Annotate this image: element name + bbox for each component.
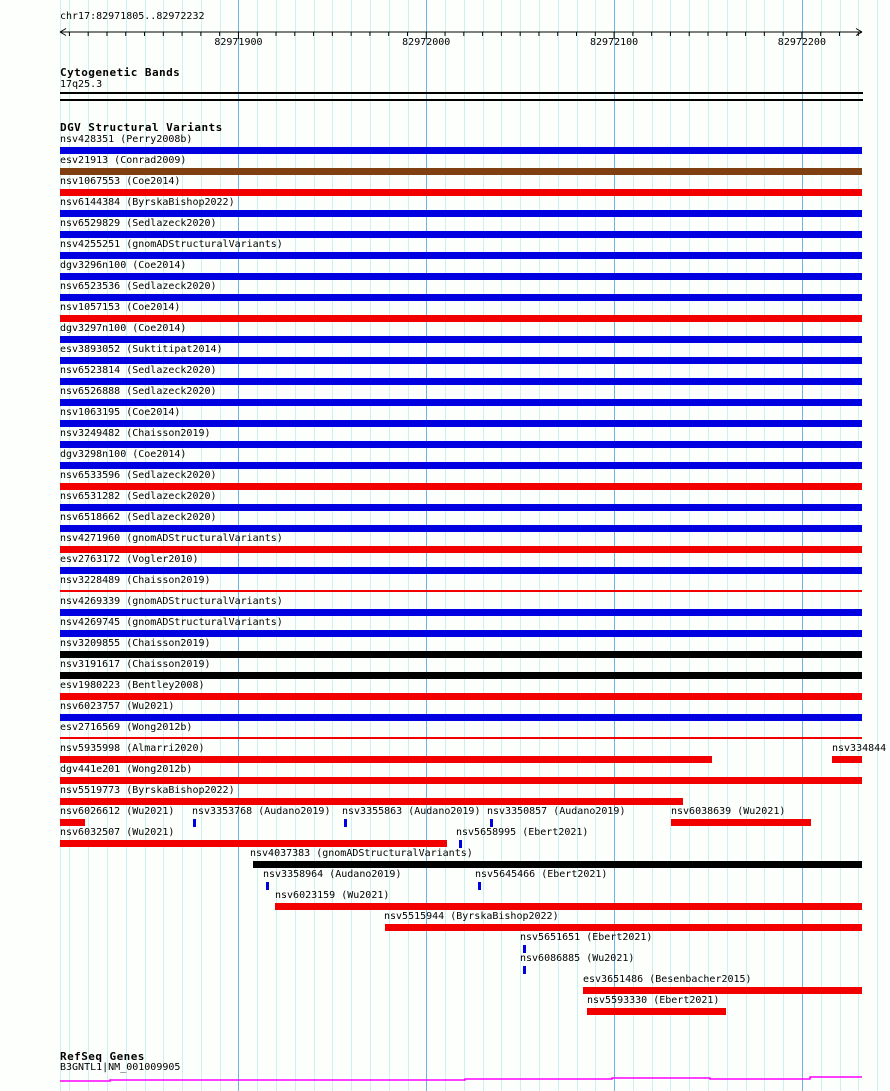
variant-bar[interactable]	[60, 504, 862, 511]
variant-label: esv2716569 (Wong2012b)	[60, 722, 193, 733]
variant-bar[interactable]	[60, 483, 862, 490]
dgv-track-title: DGV Structural Variants	[60, 121, 223, 134]
variant-bar[interactable]	[60, 840, 447, 847]
coordinate-ruler	[0, 0, 890, 50]
variant-bar[interactable]	[60, 294, 862, 301]
variant-bar[interactable]	[385, 924, 862, 931]
variant-bar[interactable]	[587, 1008, 726, 1015]
variant-bar[interactable]	[60, 777, 862, 784]
variant-label: nsv5519773 (ByrskaBishop2022)	[60, 785, 235, 796]
refseq-gene-label: B3GNTL1|NM_001009905	[60, 1062, 181, 1073]
variant-bar[interactable]	[275, 903, 862, 910]
variant-bar[interactable]	[60, 168, 862, 175]
variant-label: nsv6086885 (Wu2021)	[520, 953, 635, 964]
variant-label: nsv5515944 (ByrskaBishop2022)	[384, 911, 559, 922]
variant-bar[interactable]	[60, 567, 862, 574]
variant-label: nsv428351 (Perry2008b)	[60, 134, 193, 145]
variant-label: nsv5935998 (Almarri2020)	[60, 743, 205, 754]
variant-bar[interactable]	[832, 756, 862, 763]
variant-label: dgv3297n100 (Coe2014)	[60, 323, 187, 334]
variant-bar[interactable]	[60, 672, 862, 679]
variant-tick[interactable]	[193, 819, 196, 827]
ruler-tick-label: 82972100	[589, 37, 639, 48]
variant-tick[interactable]	[459, 840, 462, 848]
variant-label: nsv3191617 (Chaisson2019)	[60, 659, 211, 670]
variant-bar[interactable]	[60, 252, 862, 259]
variant-label: dgv3298n100 (Coe2014)	[60, 449, 187, 460]
variant-label: nsv1067553 (Coe2014)	[60, 176, 181, 187]
variant-label: nsv6531282 (Sedlazeck2020)	[60, 491, 217, 502]
variant-label: nsv5651651 (Ebert2021)	[520, 932, 653, 943]
cytoband-track-title: Cytogenetic Bands	[60, 66, 181, 79]
variant-label: esv3893052 (Suktitipat2014)	[60, 344, 223, 355]
variant-label: nsv4269745 (gnomADStructuralVariants)	[60, 617, 283, 628]
variant-tick[interactable]	[523, 945, 526, 953]
variant-label: nsv4037383 (gnomADStructuralVariants)	[250, 848, 473, 859]
variant-tick[interactable]	[344, 819, 347, 827]
variant-label: nsv5593330 (Ebert2021)	[587, 995, 720, 1006]
variant-label: nsv3350857 (Audano2019)	[487, 806, 626, 817]
variant-bar[interactable]	[60, 315, 862, 322]
variant-bar[interactable]	[583, 987, 862, 994]
variant-label: esv3651486 (Besenbacher2015)	[583, 974, 752, 985]
variant-label: nsv1057153 (Coe2014)	[60, 302, 181, 313]
variant-label: dgv441e201 (Wong2012b)	[60, 764, 193, 775]
variant-label: nsv4255251 (gnomADStructuralVariants)	[60, 239, 283, 250]
variant-thin-line[interactable]	[60, 590, 862, 592]
variant-bar[interactable]	[60, 651, 862, 658]
variant-label: nsv3249482 (Chaisson2019)	[60, 428, 211, 439]
variant-bar[interactable]	[253, 861, 862, 868]
variant-label: dgv3296n100 (Coe2014)	[60, 260, 187, 271]
variant-tick[interactable]	[478, 882, 481, 890]
variant-bar[interactable]	[60, 399, 862, 406]
variant-label: nsv5658995 (Ebert2021)	[456, 827, 589, 838]
variant-label: nsv6518662 (Sedlazeck2020)	[60, 512, 217, 523]
refseq-track-title: RefSeq Genes	[60, 1050, 145, 1063]
variant-label: nsv6144384 (ByrskaBishop2022)	[60, 197, 235, 208]
ruler-tick-label: 82971900	[214, 37, 263, 48]
variant-label: nsv5645466 (Ebert2021)	[475, 869, 608, 880]
refseq-gene-line[interactable]	[60, 1077, 862, 1081]
variant-label: nsv6529829 (Sedlazeck2020)	[60, 218, 217, 229]
variant-bar[interactable]	[60, 798, 683, 805]
variant-bar[interactable]	[60, 609, 862, 616]
variant-tick[interactable]	[266, 882, 269, 890]
variant-label: nsv6526888 (Sedlazeck2020)	[60, 386, 217, 397]
variant-label: nsv334844	[832, 743, 887, 754]
variant-label: nsv6032507 (Wu2021)	[60, 827, 175, 838]
ruler-tick-label: 82972000	[402, 37, 451, 48]
variant-label: nsv3228489 (Chaisson2019)	[60, 575, 211, 586]
variant-label: nsv3209855 (Chaisson2019)	[60, 638, 211, 649]
variant-label: nsv1063195 (Coe2014)	[60, 407, 181, 418]
variant-thin-line[interactable]	[60, 737, 862, 739]
variant-label: esv2763172 (Vogler2010)	[60, 554, 199, 565]
variant-bar[interactable]	[60, 819, 85, 826]
variant-bar[interactable]	[60, 630, 862, 637]
region-label: chr17:82971805..82972232	[60, 11, 205, 22]
variant-label: nsv6023159 (Wu2021)	[275, 890, 390, 901]
variant-tick[interactable]	[523, 966, 526, 974]
variant-label: nsv4271960 (gnomADStructuralVariants)	[60, 533, 283, 544]
variant-bar[interactable]	[60, 546, 862, 553]
variant-label: nsv4269339 (gnomADStructuralVariants)	[60, 596, 283, 607]
variant-bar[interactable]	[60, 420, 862, 427]
variant-bar[interactable]	[60, 273, 862, 280]
variant-label: nsv3355863 (Audano2019)	[342, 806, 481, 817]
variant-bar[interactable]	[60, 357, 862, 364]
variant-tick[interactable]	[490, 819, 493, 827]
variant-bar[interactable]	[671, 819, 811, 826]
variant-label: esv1980223 (Bentley2008)	[60, 680, 205, 691]
variant-label: nsv6533596 (Sedlazeck2020)	[60, 470, 217, 481]
grid-line	[877, 0, 878, 1091]
variant-label: nsv3353768 (Audano2019)	[192, 806, 331, 817]
variant-bar[interactable]	[60, 336, 862, 343]
variant-label: nsv6523536 (Sedlazeck2020)	[60, 281, 217, 292]
variant-bar[interactable]	[60, 231, 862, 238]
variant-label: nsv6038639 (Wu2021)	[671, 806, 786, 817]
variant-label: nsv6026612 (Wu2021)	[60, 806, 175, 817]
variant-label: nsv6523814 (Sedlazeck2020)	[60, 365, 217, 376]
cytoband-band	[60, 92, 863, 101]
variant-bar[interactable]	[60, 693, 862, 700]
variant-bar[interactable]	[60, 210, 862, 217]
variant-bar[interactable]	[60, 756, 712, 763]
variant-label: nsv6023757 (Wu2021)	[60, 701, 175, 712]
variant-label: nsv3358964 (Audano2019)	[263, 869, 402, 880]
variant-bar[interactable]	[60, 378, 862, 385]
variant-label: esv21913 (Conrad2009)	[60, 155, 187, 166]
variant-bar[interactable]	[60, 714, 862, 721]
variant-bar[interactable]	[60, 462, 862, 469]
variant-bar[interactable]	[60, 525, 862, 532]
variant-bar[interactable]	[60, 189, 862, 196]
ruler-tick-label: 82972200	[777, 37, 826, 48]
variant-bar[interactable]	[60, 147, 862, 154]
variant-bar[interactable]	[60, 441, 862, 448]
cytoband-label: 17q25.3	[60, 79, 103, 90]
